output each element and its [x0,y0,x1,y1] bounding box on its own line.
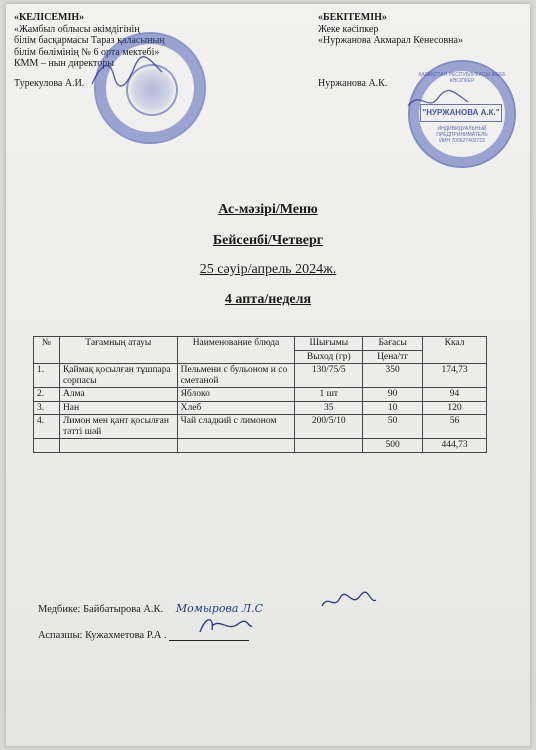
total-price: 500 [363,439,423,453]
menu-date: 25 сәуір/апрель 2024ж. [199,262,337,277]
table-row [34,401,487,415]
cell-yield: 1 шт [295,388,363,402]
seal-inner-line: ИНДИВИДУАЛЬНЫЙ [437,126,487,132]
table-header-row [34,337,487,351]
approval-left-line: білім бөлімінің № 6 орта мектебі» [14,46,160,58]
cell-price: 350 [363,364,423,388]
cell-num: 2. [34,388,60,402]
col-header-name-kz: Тағамның атауы [59,337,177,364]
nurse-signature: Момырова Л.С [175,602,264,615]
col-header-num: № [34,337,60,364]
empty-cell [59,439,177,453]
menu-table [33,336,487,453]
approval-left-line: білім басқармасы Тараз қаласының [14,35,165,46]
cell-name-kz: Нан [59,401,177,415]
cell-yield: 200/5/10 [295,415,363,439]
cell-kcal: 120 [423,401,487,415]
seal-inner-text [410,126,514,144]
nurse-label: Медбике: Байбатырова А.К. [38,604,164,615]
cell-kcal: 56 [423,415,487,439]
total-kcal: 444,73 [423,439,487,453]
cell-price: 90 [363,388,423,402]
cook-signature-mark [194,612,254,638]
table-row [34,415,487,439]
cell-name-kz: Лимон мен қант қосылған тәтті шәй [59,415,177,439]
cell-num: 3. [34,401,60,415]
menu-title: Ас-мәзірі/Меню [218,202,318,217]
menu-day: Бейсенбі/Четверг [212,233,324,248]
col-header-yield-kz: Шығымы [295,337,363,351]
cell-name-kz: Қаймақ қосылған тұшпара сорпасы [59,364,177,388]
approval-left-line: КММ – нын директоры [14,58,114,69]
empty-cell [34,439,60,453]
cell-price: 50 [363,415,423,439]
signature-left [88,54,168,94]
cell-yield: 130/75/5 [295,364,363,388]
cell-num: 4. [34,415,60,439]
cell-name-ru: Яблоко [177,388,295,402]
table-row [34,364,487,388]
cell-name-ru: Пельмени с бульоном и со сметаной [177,364,295,388]
menu-week: 4 апта/неделя [224,292,312,307]
table-row [34,388,487,402]
approval-right-line: «Нуржанова Акмарал Кенесовна» [318,35,463,46]
col-header-price-ru: Цена/тг [363,350,423,364]
cell-name-ru: Чай сладкий с лимоном [177,415,295,439]
cell-kcal: 94 [423,388,487,402]
cell-name-ru: Хлеб [177,401,295,415]
seal-inner-line: ПРЕДПРИНИМАТЕЛЬ [436,132,488,138]
approval-right-line: Жеке кәсіпкер [318,23,379,35]
cell-price: 10 [363,401,423,415]
cell-yield: 35 [295,401,363,415]
approval-left-line: «Жамбыл облысы әкімдігінің [14,23,140,35]
empty-cell [177,439,295,453]
approval-left-signatory: Турекулова А.И. [14,77,85,89]
col-header-price-kz: Бағасы [363,337,423,351]
approval-left-header: «КЕЛІСЕМІН» [14,12,85,23]
cell-name-kz: Алма [59,388,177,402]
seal-inner-line: ИИН 700627402723 [439,138,485,144]
table-total-row [34,439,487,453]
nurse-signature-mark [318,590,378,614]
seal-ring-text: ҚАЗАҚСТАН РЕСПУБЛИКАСЫ ЖЕКЕ КӘСІПКЕР [418,72,506,84]
seal-name: "НУРЖАНОВА А.К." [420,104,502,122]
approval-right-header: «БЕКІТЕМІН» [318,12,387,23]
empty-cell [295,439,363,453]
col-header-kcal: Ккал [423,337,487,364]
signature-right [404,86,474,116]
col-header-name-ru: Наименование блюда [177,337,295,364]
cell-num: 1. [34,364,60,388]
cook-label: Аспазшы: Кужахметова Р.А . [38,630,167,641]
cell-kcal: 174,73 [423,364,487,388]
approval-right-signatory: Нуржанова А.К. [318,77,388,89]
col-header-yield-ru: Выход (гр) [295,350,363,364]
